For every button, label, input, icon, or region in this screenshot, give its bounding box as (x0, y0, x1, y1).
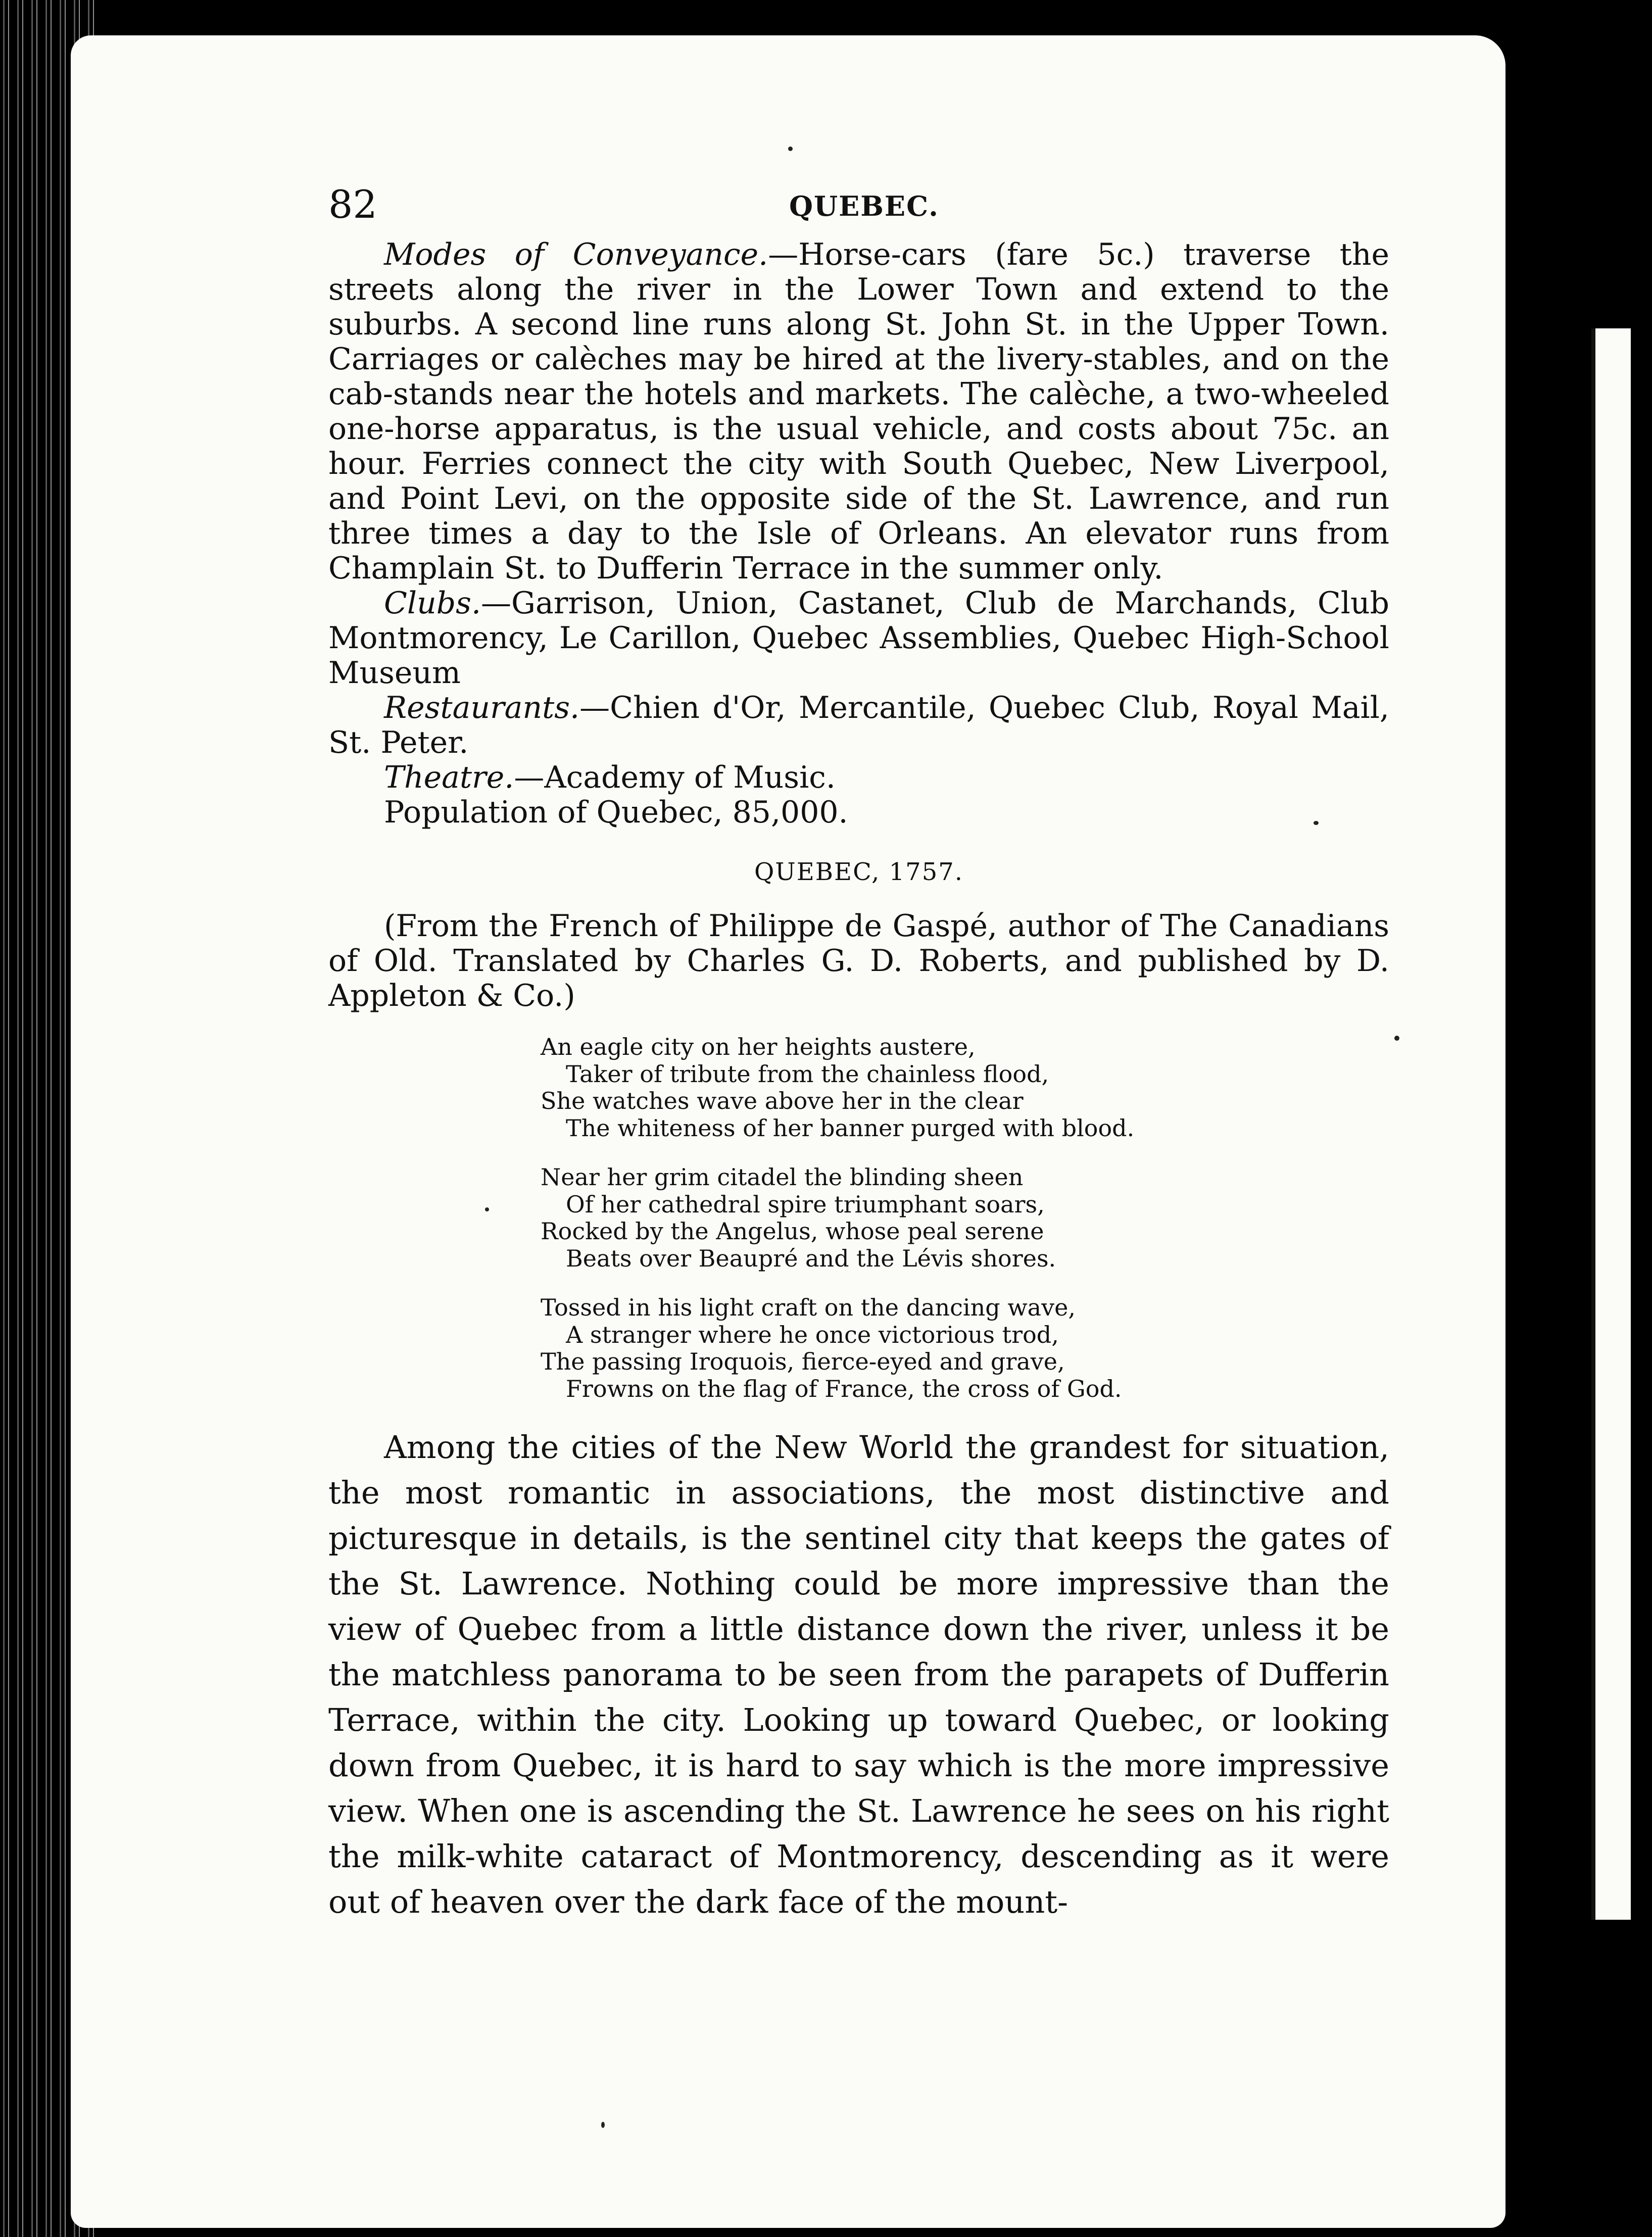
poem-stanza (541, 1164, 1389, 1272)
paragraph-text: —Academy of Music. (514, 760, 836, 795)
poem-line: Taker of tribute from the chainless flood, (566, 1060, 1049, 1088)
poem-stanza (541, 1294, 1389, 1402)
map-margin-letter: D (1565, 1435, 1585, 1463)
poem-line: Rocked by the Angelus, whose peal serene (541, 1218, 1044, 1245)
page-number: 82 (328, 182, 377, 227)
running-head (328, 182, 1389, 237)
paragraph-label: Clubs. (384, 586, 481, 621)
poem-line: A stranger where he once victorious trod, (566, 1321, 1059, 1348)
map-margin-letter: B (1565, 806, 1584, 834)
poem-line: The passing Iroquois, fierce-eyed and grave, (541, 1348, 1065, 1375)
ink-speck (1314, 821, 1319, 825)
page-content (328, 182, 1389, 1925)
paragraph-label: Restaurants. (384, 690, 580, 725)
paragraph-text: —Chien d'Or, Mercantile, Quebec Club, Royal Mail, St. Peter. (328, 690, 1389, 760)
poem-line: She watches wave above her in the clear (541, 1087, 1024, 1114)
body-paragraph: Among the cities of the New World the grandest for situation, the most romantic in associations, the most distinctive and picturesque in details, is the sentinel city that keeps the gates of the St. Lawrence. Nothing could be more impressive than the view of Quebec from a little distance down the river, unless it be the matchless panorama to be seen from the parapets of Dufferin Terrace, within the city. Looking up toward Quebec, or looking down from Quebec, it is hard to say which is the more impressive view. When one is ascending the St. Lawrence he sees on his right the milk-white cataract of Montmorency, descending as it were out of heaven over the dark face of the mount- (328, 1429, 1389, 1920)
poem-line: Beats over Beaupré and the Lévis shores. (566, 1244, 1056, 1272)
facing-page-edge (1526, 0, 1652, 2237)
ink-speck (788, 147, 793, 151)
poem-line: Tossed in his light craft on the dancing wave, (541, 1294, 1076, 1321)
poem-line: Near her grim citadel the blinding sheen (541, 1163, 1024, 1191)
paragraph-conveyance (328, 237, 1389, 586)
map-margin-letter: E (1565, 1748, 1582, 1776)
running-title: QUEBEC. (789, 190, 939, 222)
ink-speck (1394, 1036, 1399, 1041)
map-margin-letter: C (1565, 1119, 1583, 1147)
poem-line: Of her cathedral spire triumphant soars, (566, 1190, 1045, 1218)
paragraph-label: Theatre. (384, 760, 514, 795)
ink-speck (601, 2122, 605, 2128)
poem-line: The whiteness of her banner purged with blood. (566, 1114, 1135, 1142)
poem-line: Frowns on the flag of France, the cross of God. (566, 1375, 1122, 1402)
paragraph-clubs (328, 586, 1389, 691)
paragraph-theatre (328, 760, 1389, 795)
poem (541, 1034, 1389, 1402)
paragraph-text: Population of Quebec, 85,000. (384, 795, 848, 830)
paragraph-label: Modes of Conveyance. (384, 237, 768, 272)
paragraph-text: —Horse-cars (fare 5c.) traverse the streets along the river in the Lower Town and extend to the suburbs. A second line runs along St. John St. in the Upper Town. Carriages or calèches may be hired at the livery-stables, and on the cab-stands near the hotels and markets. The calèche, a two-wheeled one-horse apparatus, is the usual vehicle, and costs about 75c. an hour. Ferries connect the city with South Quebec, New Liverpool, and Point Levi, on the opposite side of the St. Lawrence, and run three times a day to the Isle of Orleans. An elevator runs from Champlain St. to Dufferin Terrace in the summer only. (328, 237, 1389, 586)
section-intro: (From the French of Philippe de Gaspé, author of The Canadians of Old. Translated by Charles G. D. Roberts, and published by D. Appleton & Co.) (328, 908, 1389, 1013)
paragraph-restaurants (328, 691, 1389, 760)
poem-stanza (541, 1034, 1389, 1142)
folded-map-edge (1591, 328, 1631, 1920)
paragraph-text: —Garrison, Union, Castanet, Club de Marchands, Club Montmorency, Le Carillon, Quebec Assemblies, Quebec High-School Museum (328, 586, 1389, 691)
paragraph-population (328, 795, 1389, 830)
ink-speck (485, 1207, 489, 1211)
section-title: QUEBEC, 1757. (754, 858, 964, 886)
map-margin-letter: A (1565, 493, 1584, 521)
poem-line: An eagle city on her heights austere, (541, 1033, 976, 1060)
